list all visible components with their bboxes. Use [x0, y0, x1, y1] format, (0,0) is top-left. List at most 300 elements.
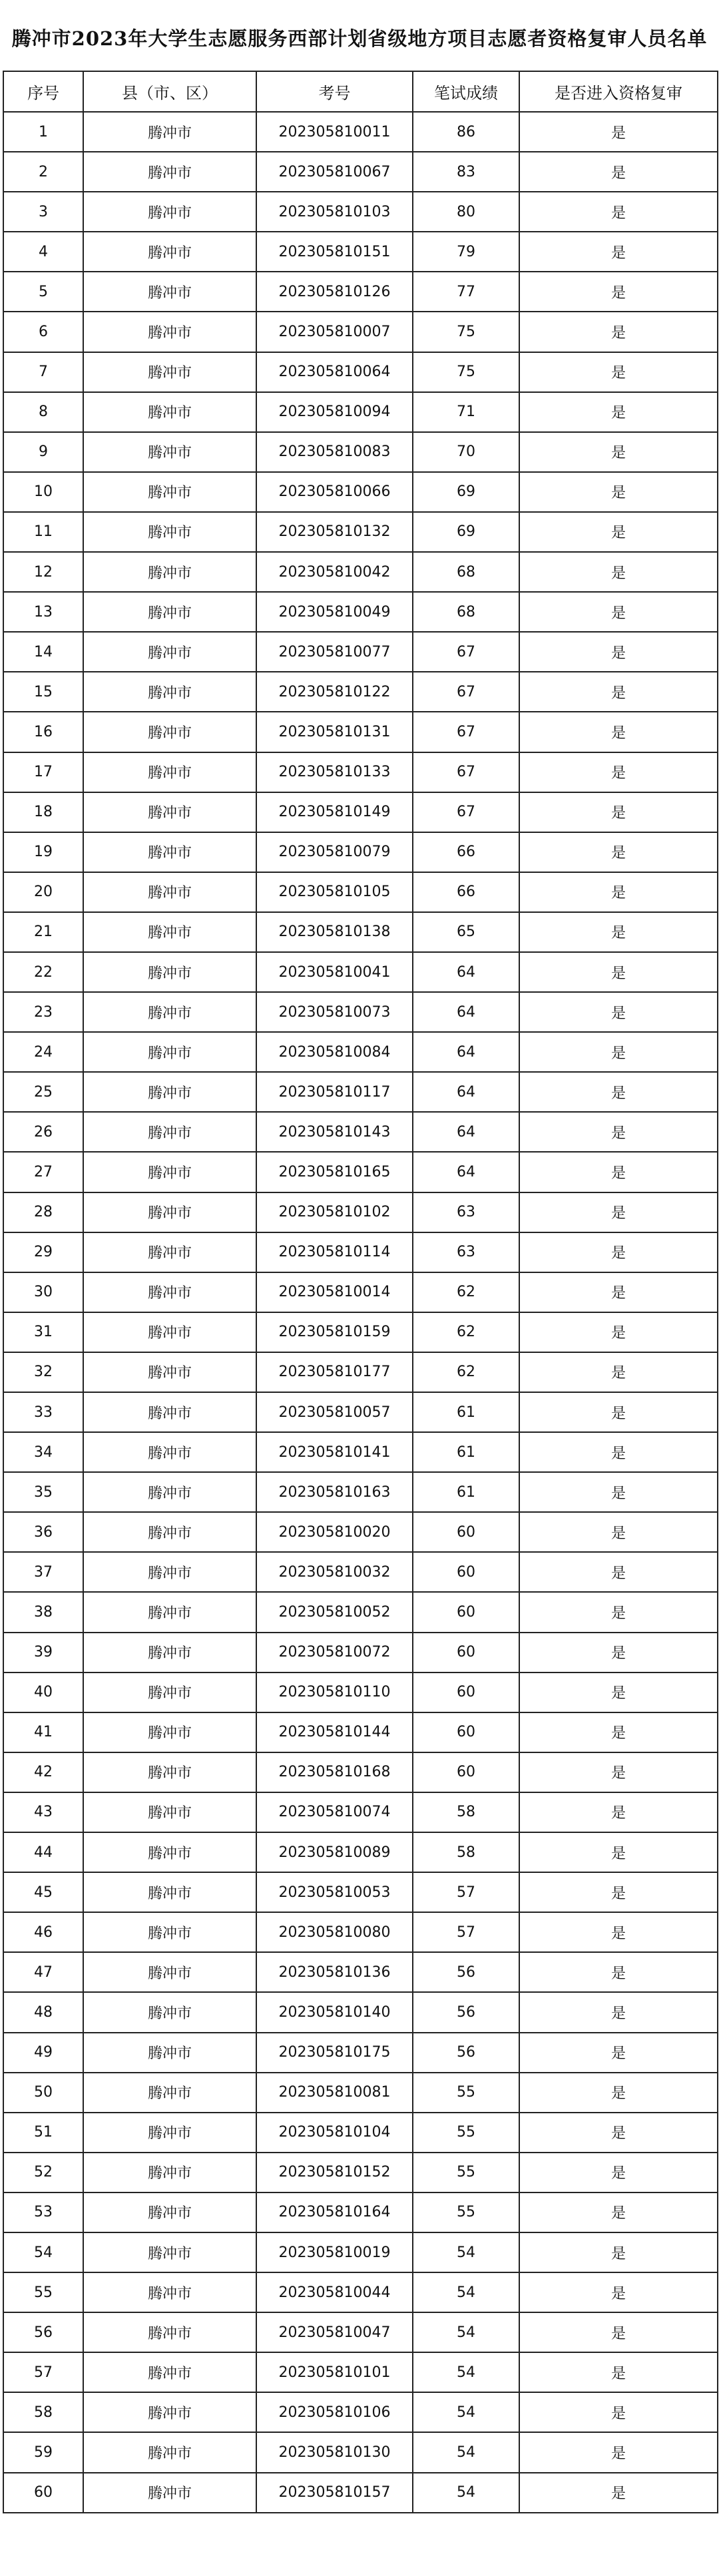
table-row	[3, 1992, 718, 2032]
table-row	[3, 792, 718, 832]
written-score-cell: 66	[413, 872, 519, 912]
table-row	[3, 1272, 718, 1312]
exam-number-cell: 202305810041	[256, 952, 413, 992]
written-score-cell: 60	[413, 1752, 519, 1792]
table-row	[3, 1512, 718, 1552]
serial-number-cell: 6	[3, 312, 83, 352]
table-row	[3, 1952, 718, 1992]
county-cell: 腾冲市	[83, 192, 256, 232]
table-row	[3, 392, 718, 432]
review-status-cell: 是	[519, 1792, 718, 1832]
county-cell: 腾冲市	[83, 1552, 256, 1592]
county-cell: 腾冲市	[83, 1992, 256, 2032]
county-cell: 腾冲市	[83, 1633, 256, 1673]
county-cell: 腾冲市	[83, 1392, 256, 1432]
serial-number-cell: 23	[3, 992, 83, 1032]
review-status-cell: 是	[519, 2033, 718, 2073]
county-cell: 腾冲市	[83, 2312, 256, 2352]
written-score-cell: 54	[413, 2352, 519, 2392]
county-cell: 腾冲市	[83, 1192, 256, 1232]
serial-number-cell: 32	[3, 1352, 83, 1392]
serial-number-cell: 34	[3, 1432, 83, 1472]
exam-number-cell: 202305810081	[256, 2073, 413, 2113]
county-cell: 腾冲市	[83, 1832, 256, 1872]
table-row	[3, 2392, 718, 2432]
written-score-cell: 54	[413, 2432, 519, 2472]
written-score-cell: 80	[413, 192, 519, 232]
table-row	[3, 1112, 718, 1152]
written-score-cell: 86	[413, 112, 519, 152]
exam-number-cell: 202305810052	[256, 1592, 413, 1632]
exam-number-cell: 202305810080	[256, 1912, 413, 1952]
roster-table	[3, 71, 718, 2513]
table-row	[3, 1472, 718, 1512]
review-status-cell: 是	[519, 632, 718, 672]
written-score-cell: 62	[413, 1352, 519, 1392]
review-status-cell: 是	[519, 392, 718, 432]
table-row	[3, 272, 718, 312]
county-cell: 腾冲市	[83, 752, 256, 792]
serial-number-cell: 44	[3, 1832, 83, 1872]
written-score-cell: 62	[413, 1272, 519, 1312]
exam-number-cell: 202305810044	[256, 2272, 413, 2312]
exam-number-cell: 202305810072	[256, 1633, 413, 1673]
header-county: 县（市、区）	[83, 71, 256, 112]
written-score-cell: 75	[413, 312, 519, 352]
header-exam-number: 考号	[256, 71, 413, 112]
exam-number-cell: 202305810157	[256, 2473, 413, 2513]
exam-number-cell: 202305810133	[256, 752, 413, 792]
county-cell: 腾冲市	[83, 1072, 256, 1112]
table-row	[3, 1352, 718, 1392]
review-status-cell: 是	[519, 1272, 718, 1312]
table-row	[3, 152, 718, 192]
exam-number-cell: 202305810102	[256, 1192, 413, 1232]
review-status-cell: 是	[519, 112, 718, 152]
serial-number-cell: 51	[3, 2113, 83, 2153]
serial-number-cell: 58	[3, 2392, 83, 2432]
written-score-cell: 64	[413, 1032, 519, 1072]
review-status-cell: 是	[519, 2272, 718, 2312]
county-cell: 腾冲市	[83, 2153, 256, 2192]
written-score-cell: 69	[413, 512, 519, 552]
written-score-cell: 60	[413, 1512, 519, 1552]
table-row	[3, 1592, 718, 1632]
county-cell: 腾冲市	[83, 512, 256, 552]
written-score-cell: 54	[413, 2312, 519, 2352]
serial-number-cell: 47	[3, 1952, 83, 1992]
review-status-cell: 是	[519, 1392, 718, 1432]
serial-number-cell: 31	[3, 1312, 83, 1352]
review-status-cell: 是	[519, 1872, 718, 1912]
review-status-cell: 是	[519, 1312, 718, 1352]
review-status-cell: 是	[519, 592, 718, 632]
county-cell: 腾冲市	[83, 232, 256, 272]
exam-number-cell: 202305810053	[256, 1872, 413, 1912]
county-cell: 腾冲市	[83, 2033, 256, 2073]
review-status-cell: 是	[519, 2473, 718, 2513]
serial-number-cell: 52	[3, 2153, 83, 2192]
serial-number-cell: 29	[3, 1232, 83, 1272]
exam-number-cell: 202305810110	[256, 1673, 413, 1712]
serial-number-cell: 19	[3, 832, 83, 872]
serial-number-cell: 45	[3, 1872, 83, 1912]
county-cell: 腾冲市	[83, 872, 256, 912]
county-cell: 腾冲市	[83, 592, 256, 632]
table-row	[3, 1752, 718, 1792]
table-row	[3, 1792, 718, 1832]
serial-number-cell: 17	[3, 752, 83, 792]
review-status-cell: 是	[519, 1432, 718, 1472]
review-status-cell: 是	[519, 1633, 718, 1673]
serial-number-cell: 37	[3, 1552, 83, 1592]
written-score-cell: 83	[413, 152, 519, 192]
table-row	[3, 1673, 718, 1712]
county-cell: 腾冲市	[83, 2232, 256, 2272]
exam-number-cell: 202305810094	[256, 392, 413, 432]
table-row	[3, 1152, 718, 1192]
county-cell: 腾冲市	[83, 1232, 256, 1272]
table-row	[3, 1432, 718, 1472]
serial-number-cell: 28	[3, 1192, 83, 1232]
table-row	[3, 1633, 718, 1673]
written-score-cell: 60	[413, 1592, 519, 1632]
serial-number-cell: 10	[3, 472, 83, 512]
review-status-cell: 是	[519, 1512, 718, 1552]
review-status-cell: 是	[519, 152, 718, 192]
county-cell: 腾冲市	[83, 1152, 256, 1192]
table-row	[3, 1552, 718, 1592]
serial-number-cell: 11	[3, 512, 83, 552]
table-row	[3, 832, 718, 872]
table-row	[3, 2232, 718, 2272]
serial-number-cell: 20	[3, 872, 83, 912]
document-title: 腾冲市2023年大学生志愿服务西部计划省级地方项目志愿者资格复审人员名单	[11, 27, 708, 50]
county-cell: 腾冲市	[83, 912, 256, 952]
serial-number-cell: 25	[3, 1072, 83, 1112]
written-score-cell: 55	[413, 2073, 519, 2113]
serial-number-cell: 50	[3, 2073, 83, 2113]
serial-number-cell: 33	[3, 1392, 83, 1432]
county-cell: 腾冲市	[83, 1352, 256, 1392]
review-status-cell: 是	[519, 1673, 718, 1712]
exam-number-cell: 202305810032	[256, 1552, 413, 1592]
table-row	[3, 872, 718, 912]
serial-number-cell: 3	[3, 192, 83, 232]
table-row	[3, 2352, 718, 2392]
table-header-row	[3, 71, 718, 112]
serial-number-cell: 42	[3, 1752, 83, 1792]
review-status-cell: 是	[519, 1712, 718, 1752]
exam-number-cell: 202305810067	[256, 152, 413, 192]
exam-number-cell: 202305810175	[256, 2033, 413, 2073]
serial-number-cell: 56	[3, 2312, 83, 2352]
review-status-cell: 是	[519, 1472, 718, 1512]
review-status-cell: 是	[519, 792, 718, 832]
exam-number-cell: 202305810066	[256, 472, 413, 512]
review-status-cell: 是	[519, 912, 718, 952]
county-cell: 腾冲市	[83, 472, 256, 512]
table-row	[3, 552, 718, 592]
written-score-cell: 62	[413, 1312, 519, 1352]
serial-number-cell: 39	[3, 1633, 83, 1673]
review-status-cell: 是	[519, 352, 718, 392]
written-score-cell: 61	[413, 1392, 519, 1432]
serial-number-cell: 15	[3, 672, 83, 712]
county-cell: 腾冲市	[83, 552, 256, 592]
review-status-cell: 是	[519, 952, 718, 992]
serial-number-cell: 21	[3, 912, 83, 952]
table-row	[3, 712, 718, 752]
serial-number-cell: 48	[3, 1992, 83, 2032]
exam-number-cell: 202305810083	[256, 432, 413, 472]
county-cell: 腾冲市	[83, 1673, 256, 1712]
county-cell: 腾冲市	[83, 1032, 256, 1072]
county-cell: 腾冲市	[83, 1432, 256, 1472]
serial-number-cell: 14	[3, 632, 83, 672]
written-score-cell: 64	[413, 1112, 519, 1152]
exam-number-cell: 202305810114	[256, 1232, 413, 1272]
review-status-cell: 是	[519, 312, 718, 352]
serial-number-cell: 35	[3, 1472, 83, 1512]
exam-number-cell: 202305810101	[256, 2352, 413, 2392]
exam-number-cell: 202305810143	[256, 1112, 413, 1152]
written-score-cell: 60	[413, 1673, 519, 1712]
county-cell: 腾冲市	[83, 392, 256, 432]
table-row	[3, 112, 718, 152]
county-cell: 腾冲市	[83, 1792, 256, 1832]
county-cell: 腾冲市	[83, 2192, 256, 2232]
table-row	[3, 2113, 718, 2153]
serial-number-cell: 1	[3, 112, 83, 152]
county-cell: 腾冲市	[83, 632, 256, 672]
written-score-cell: 64	[413, 992, 519, 1032]
written-score-cell: 64	[413, 952, 519, 992]
review-status-cell: 是	[519, 2432, 718, 2472]
county-cell: 腾冲市	[83, 2473, 256, 2513]
county-cell: 腾冲市	[83, 712, 256, 752]
county-cell: 腾冲市	[83, 2432, 256, 2472]
serial-number-cell: 12	[3, 552, 83, 592]
written-score-cell: 75	[413, 352, 519, 392]
serial-number-cell: 59	[3, 2432, 83, 2472]
serial-number-cell: 9	[3, 432, 83, 472]
written-score-cell: 56	[413, 1952, 519, 1992]
review-status-cell: 是	[519, 832, 718, 872]
exam-number-cell: 202305810074	[256, 1792, 413, 1832]
exam-number-cell: 202305810057	[256, 1392, 413, 1432]
exam-number-cell: 202305810105	[256, 872, 413, 912]
review-status-cell: 是	[519, 232, 718, 272]
county-cell: 腾冲市	[83, 1312, 256, 1352]
exam-number-cell: 202305810106	[256, 2392, 413, 2432]
review-status-cell: 是	[519, 1752, 718, 1792]
review-status-cell: 是	[519, 1352, 718, 1392]
written-score-cell: 54	[413, 2473, 519, 2513]
county-cell: 腾冲市	[83, 152, 256, 192]
written-score-cell: 70	[413, 432, 519, 472]
exam-number-cell: 202305810138	[256, 912, 413, 952]
written-score-cell: 67	[413, 712, 519, 752]
written-score-cell: 57	[413, 1912, 519, 1952]
review-status-cell: 是	[519, 1152, 718, 1192]
serial-number-cell: 55	[3, 2272, 83, 2312]
county-cell: 腾冲市	[83, 1592, 256, 1632]
exam-number-cell: 202305810122	[256, 672, 413, 712]
exam-number-cell: 202305810077	[256, 632, 413, 672]
written-score-cell: 61	[413, 1472, 519, 1512]
exam-number-cell: 202305810163	[256, 1472, 413, 1512]
serial-number-cell: 13	[3, 592, 83, 632]
exam-number-cell: 202305810141	[256, 1432, 413, 1472]
serial-number-cell: 30	[3, 1272, 83, 1312]
table-row	[3, 1232, 718, 1272]
exam-number-cell: 202305810089	[256, 1832, 413, 1872]
exam-number-cell: 202305810019	[256, 2232, 413, 2272]
table-row	[3, 2033, 718, 2073]
table-row	[3, 1872, 718, 1912]
exam-number-cell: 202305810042	[256, 552, 413, 592]
written-score-cell: 54	[413, 2392, 519, 2432]
written-score-cell: 54	[413, 2272, 519, 2312]
table-row	[3, 2272, 718, 2312]
serial-number-cell: 54	[3, 2232, 83, 2272]
written-score-cell: 55	[413, 2153, 519, 2192]
written-score-cell: 58	[413, 1792, 519, 1832]
written-score-cell: 58	[413, 1832, 519, 1872]
exam-number-cell: 202305810159	[256, 1312, 413, 1352]
table-row	[3, 672, 718, 712]
serial-number-cell: 2	[3, 152, 83, 192]
exam-number-cell: 202305810144	[256, 1712, 413, 1752]
table-row	[3, 1712, 718, 1752]
serial-number-cell: 4	[3, 232, 83, 272]
written-score-cell: 55	[413, 2113, 519, 2153]
serial-number-cell: 27	[3, 1152, 83, 1192]
exam-number-cell: 202305810047	[256, 2312, 413, 2352]
county-cell: 腾冲市	[83, 672, 256, 712]
exam-number-cell: 202305810084	[256, 1032, 413, 1072]
serial-number-cell: 49	[3, 2033, 83, 2073]
table-row	[3, 752, 718, 792]
written-score-cell: 64	[413, 1152, 519, 1192]
serial-number-cell: 24	[3, 1032, 83, 1072]
review-status-cell: 是	[519, 752, 718, 792]
exam-number-cell: 202305810079	[256, 832, 413, 872]
serial-number-cell: 38	[3, 1592, 83, 1632]
table-row	[3, 232, 718, 272]
table-row	[3, 2473, 718, 2513]
table-row	[3, 512, 718, 552]
review-status-cell: 是	[519, 712, 718, 752]
review-status-cell: 是	[519, 1192, 718, 1232]
exam-number-cell: 202305810064	[256, 352, 413, 392]
review-status-cell: 是	[519, 2192, 718, 2232]
written-score-cell: 68	[413, 592, 519, 632]
written-score-cell: 64	[413, 1072, 519, 1112]
written-score-cell: 77	[413, 272, 519, 312]
table-row	[3, 1392, 718, 1432]
review-status-cell: 是	[519, 2392, 718, 2432]
table-row	[3, 2432, 718, 2472]
serial-number-cell: 60	[3, 2473, 83, 2513]
written-score-cell: 67	[413, 672, 519, 712]
table-row	[3, 2312, 718, 2352]
table-row	[3, 1832, 718, 1872]
county-cell: 腾冲市	[83, 1272, 256, 1312]
exam-number-cell: 202305810131	[256, 712, 413, 752]
review-status-cell: 是	[519, 1232, 718, 1272]
county-cell: 腾冲市	[83, 112, 256, 152]
review-status-cell: 是	[519, 552, 718, 592]
serial-number-cell: 7	[3, 352, 83, 392]
review-status-cell: 是	[519, 1112, 718, 1152]
table-row	[3, 952, 718, 992]
serial-number-cell: 22	[3, 952, 83, 992]
review-status-cell: 是	[519, 1072, 718, 1112]
written-score-cell: 69	[413, 472, 519, 512]
written-score-cell: 60	[413, 1633, 519, 1673]
county-cell: 腾冲市	[83, 1512, 256, 1552]
table-row	[3, 1072, 718, 1112]
table-row	[3, 992, 718, 1032]
written-score-cell: 54	[413, 2232, 519, 2272]
table-row	[3, 352, 718, 392]
review-status-cell: 是	[519, 1952, 718, 1992]
written-score-cell: 56	[413, 2033, 519, 2073]
county-cell: 腾冲市	[83, 1472, 256, 1512]
written-score-cell: 60	[413, 1552, 519, 1592]
exam-number-cell: 202305810151	[256, 232, 413, 272]
exam-number-cell: 202305810177	[256, 1352, 413, 1392]
county-cell: 腾冲市	[83, 2113, 256, 2153]
county-cell: 腾冲市	[83, 1952, 256, 1992]
review-status-cell: 是	[519, 1832, 718, 1872]
table-row	[3, 432, 718, 472]
exam-number-cell: 202305810152	[256, 2153, 413, 2192]
table-row	[3, 1912, 718, 1952]
exam-number-cell: 202305810117	[256, 1072, 413, 1112]
table-row	[3, 1192, 718, 1232]
review-status-cell: 是	[519, 1912, 718, 1952]
county-cell: 腾冲市	[83, 792, 256, 832]
serial-number-cell: 18	[3, 792, 83, 832]
review-status-cell: 是	[519, 992, 718, 1032]
exam-number-cell: 202305810011	[256, 112, 413, 152]
review-status-cell: 是	[519, 672, 718, 712]
serial-number-cell: 57	[3, 2352, 83, 2392]
review-status-cell: 是	[519, 432, 718, 472]
table-row	[3, 312, 718, 352]
exam-number-cell: 202305810140	[256, 1992, 413, 2032]
written-score-cell: 55	[413, 2192, 519, 2232]
serial-number-cell: 46	[3, 1912, 83, 1952]
exam-number-cell: 202305810149	[256, 792, 413, 832]
review-status-cell: 是	[519, 1032, 718, 1072]
exam-number-cell: 202305810164	[256, 2192, 413, 2232]
exam-number-cell: 202305810049	[256, 592, 413, 632]
written-score-cell: 57	[413, 1872, 519, 1912]
exam-number-cell: 202305810020	[256, 1512, 413, 1552]
serial-number-cell: 43	[3, 1792, 83, 1832]
county-cell: 腾冲市	[83, 272, 256, 312]
exam-number-cell: 202305810007	[256, 312, 413, 352]
table-row	[3, 1312, 718, 1352]
review-status-cell: 是	[519, 192, 718, 232]
county-cell: 腾冲市	[83, 952, 256, 992]
written-score-cell: 79	[413, 232, 519, 272]
exam-number-cell: 202305810130	[256, 2432, 413, 2472]
